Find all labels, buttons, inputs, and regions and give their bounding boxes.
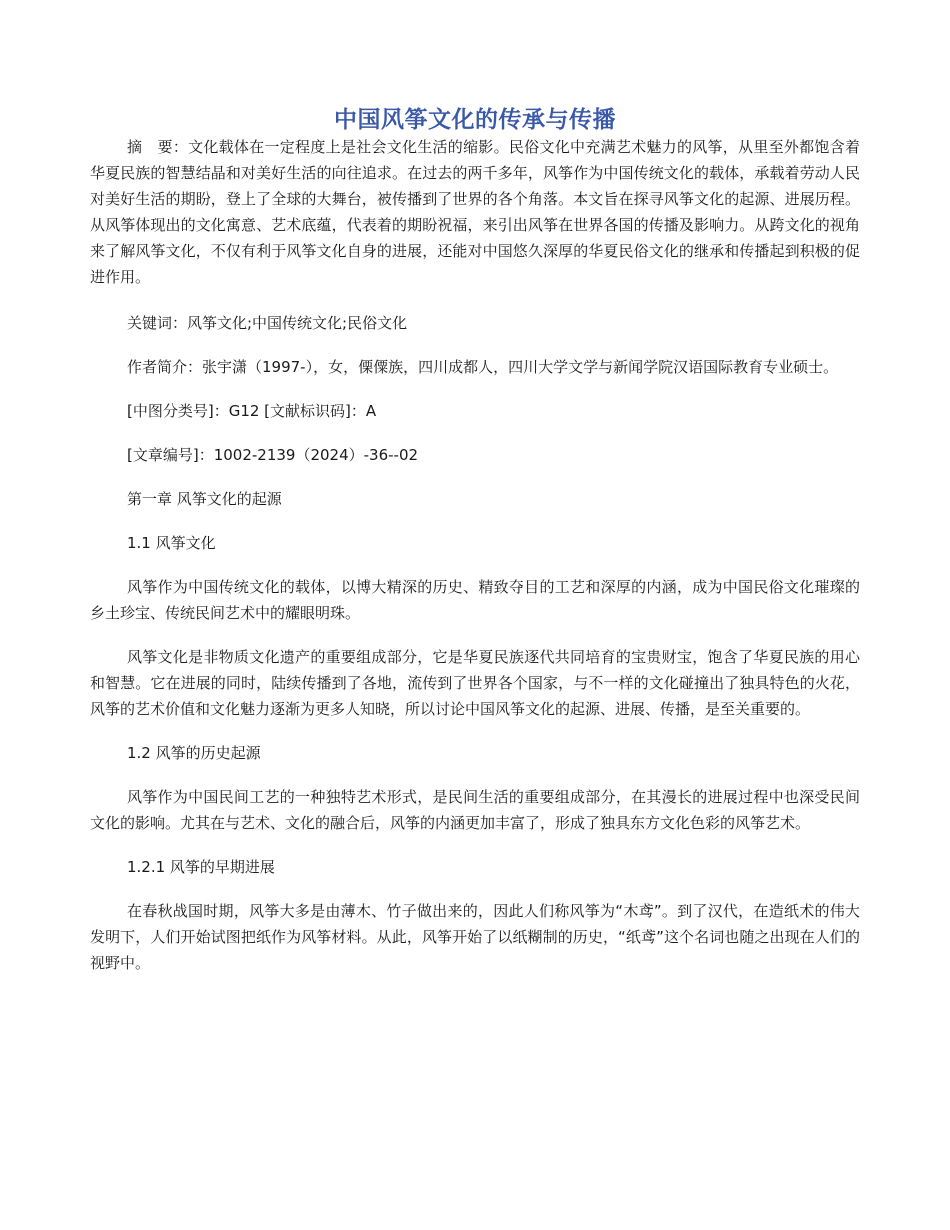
section-1-2-paragraph-1: 风筝作为中国民间工艺的一种独特艺术形式，是民间生活的重要组成部分，在其漫长的进展过程中也深受民间文化的影响。尤其在与艺术、文化的融合后，风筝的内涵更加丰富了，形成了独具东方文化色彩的风筝艺术。 xyxy=(90,788,860,832)
document-title: 中国风筝文化的传承与传播 xyxy=(334,107,616,133)
section-1-2-1-paragraph-1: 在春秋战国时期，风筝大多是由薄木、竹子做出来的，因此人们称风筝为“木鸢”。到了汉代，在造纸术的伟大发明下，人们开始试图把纸作为风筝材料。从此，风筝开始了以纸糊制的历史，“纸鸢”这个名词也随之出现在人们的视野中。 xyxy=(90,902,860,972)
document-page xyxy=(90,102,860,994)
keywords-line: 关键词：风筝文化;中国传统文化;民俗文化 xyxy=(127,314,408,332)
chapter-1-heading: 第一章 风筝文化的起源 xyxy=(127,490,282,508)
section-1-1-paragraph-2: 风筝文化是非物质文化遗产的重要组成部分，它是华夏民族逐代共同培育的宝贵财宝，饱含了华夏民族的用心和智慧。它在进展的同时，陆续传播到了各地，流传到了世界各个国家，与不一样的文化碰撞出了独具特色的火花，风筝的艺术价值和文化魅力逐渐为更多人知晓，所以讨论中国风筝文化的起源、进展、传播，是至关重要的。 xyxy=(90,648,860,718)
section-1-2-heading: 1.2 风筝的历史起源 xyxy=(127,744,261,762)
abstract-paragraph: 摘 要：文化载体在一定程度上是社会文化生活的缩影。民俗文化中充满艺术魅力的风筝，从里至外都饱含着华夏民族的智慧结晶和对美好生活的向往追求。在过去的两千多年，风筝作为中国传统文化的载体，承载着劳动人民对美好生活的期盼，登上了全球的大舞台，被传播到了世界的各个角落。本文旨在探寻风筝文化的起源、进展历程。从风筝体现出的文化寓意、艺术底蕴，代表着的期盼祝福，来引出风筝在世界各国的传播及影响力。从跨文化的视角来了解风筝文化，不仅有利于风筝文化自身的进展，还能对中国悠久深厚的华夏民俗文化的继承和传播起到积极的促进作用。 xyxy=(90,138,860,286)
classification-line: [中图分类号]：G12 [文献标识码]：A xyxy=(127,402,377,420)
article-number-line: [文章编号]：1002-2139（2024）-36--02 xyxy=(127,446,419,464)
author-bio: 作者简介：张宇潇（1997-），女，傈僳族，四川成都人，四川大学文学与新闻学院汉语国际教育专业硕士。 xyxy=(127,358,839,376)
section-1-1-heading: 1.1 风筝文化 xyxy=(127,534,216,552)
section-1-2-1-heading: 1.2.1 风筝的早期进展 xyxy=(127,858,275,876)
section-1-1-paragraph-1: 风筝作为中国传统文化的载体，以博大精深的历史、精致夺目的工艺和深厚的内涵，成为中国民俗文化璀璨的乡土珍宝、传统民间艺术中的耀眼明珠。 xyxy=(90,578,860,622)
